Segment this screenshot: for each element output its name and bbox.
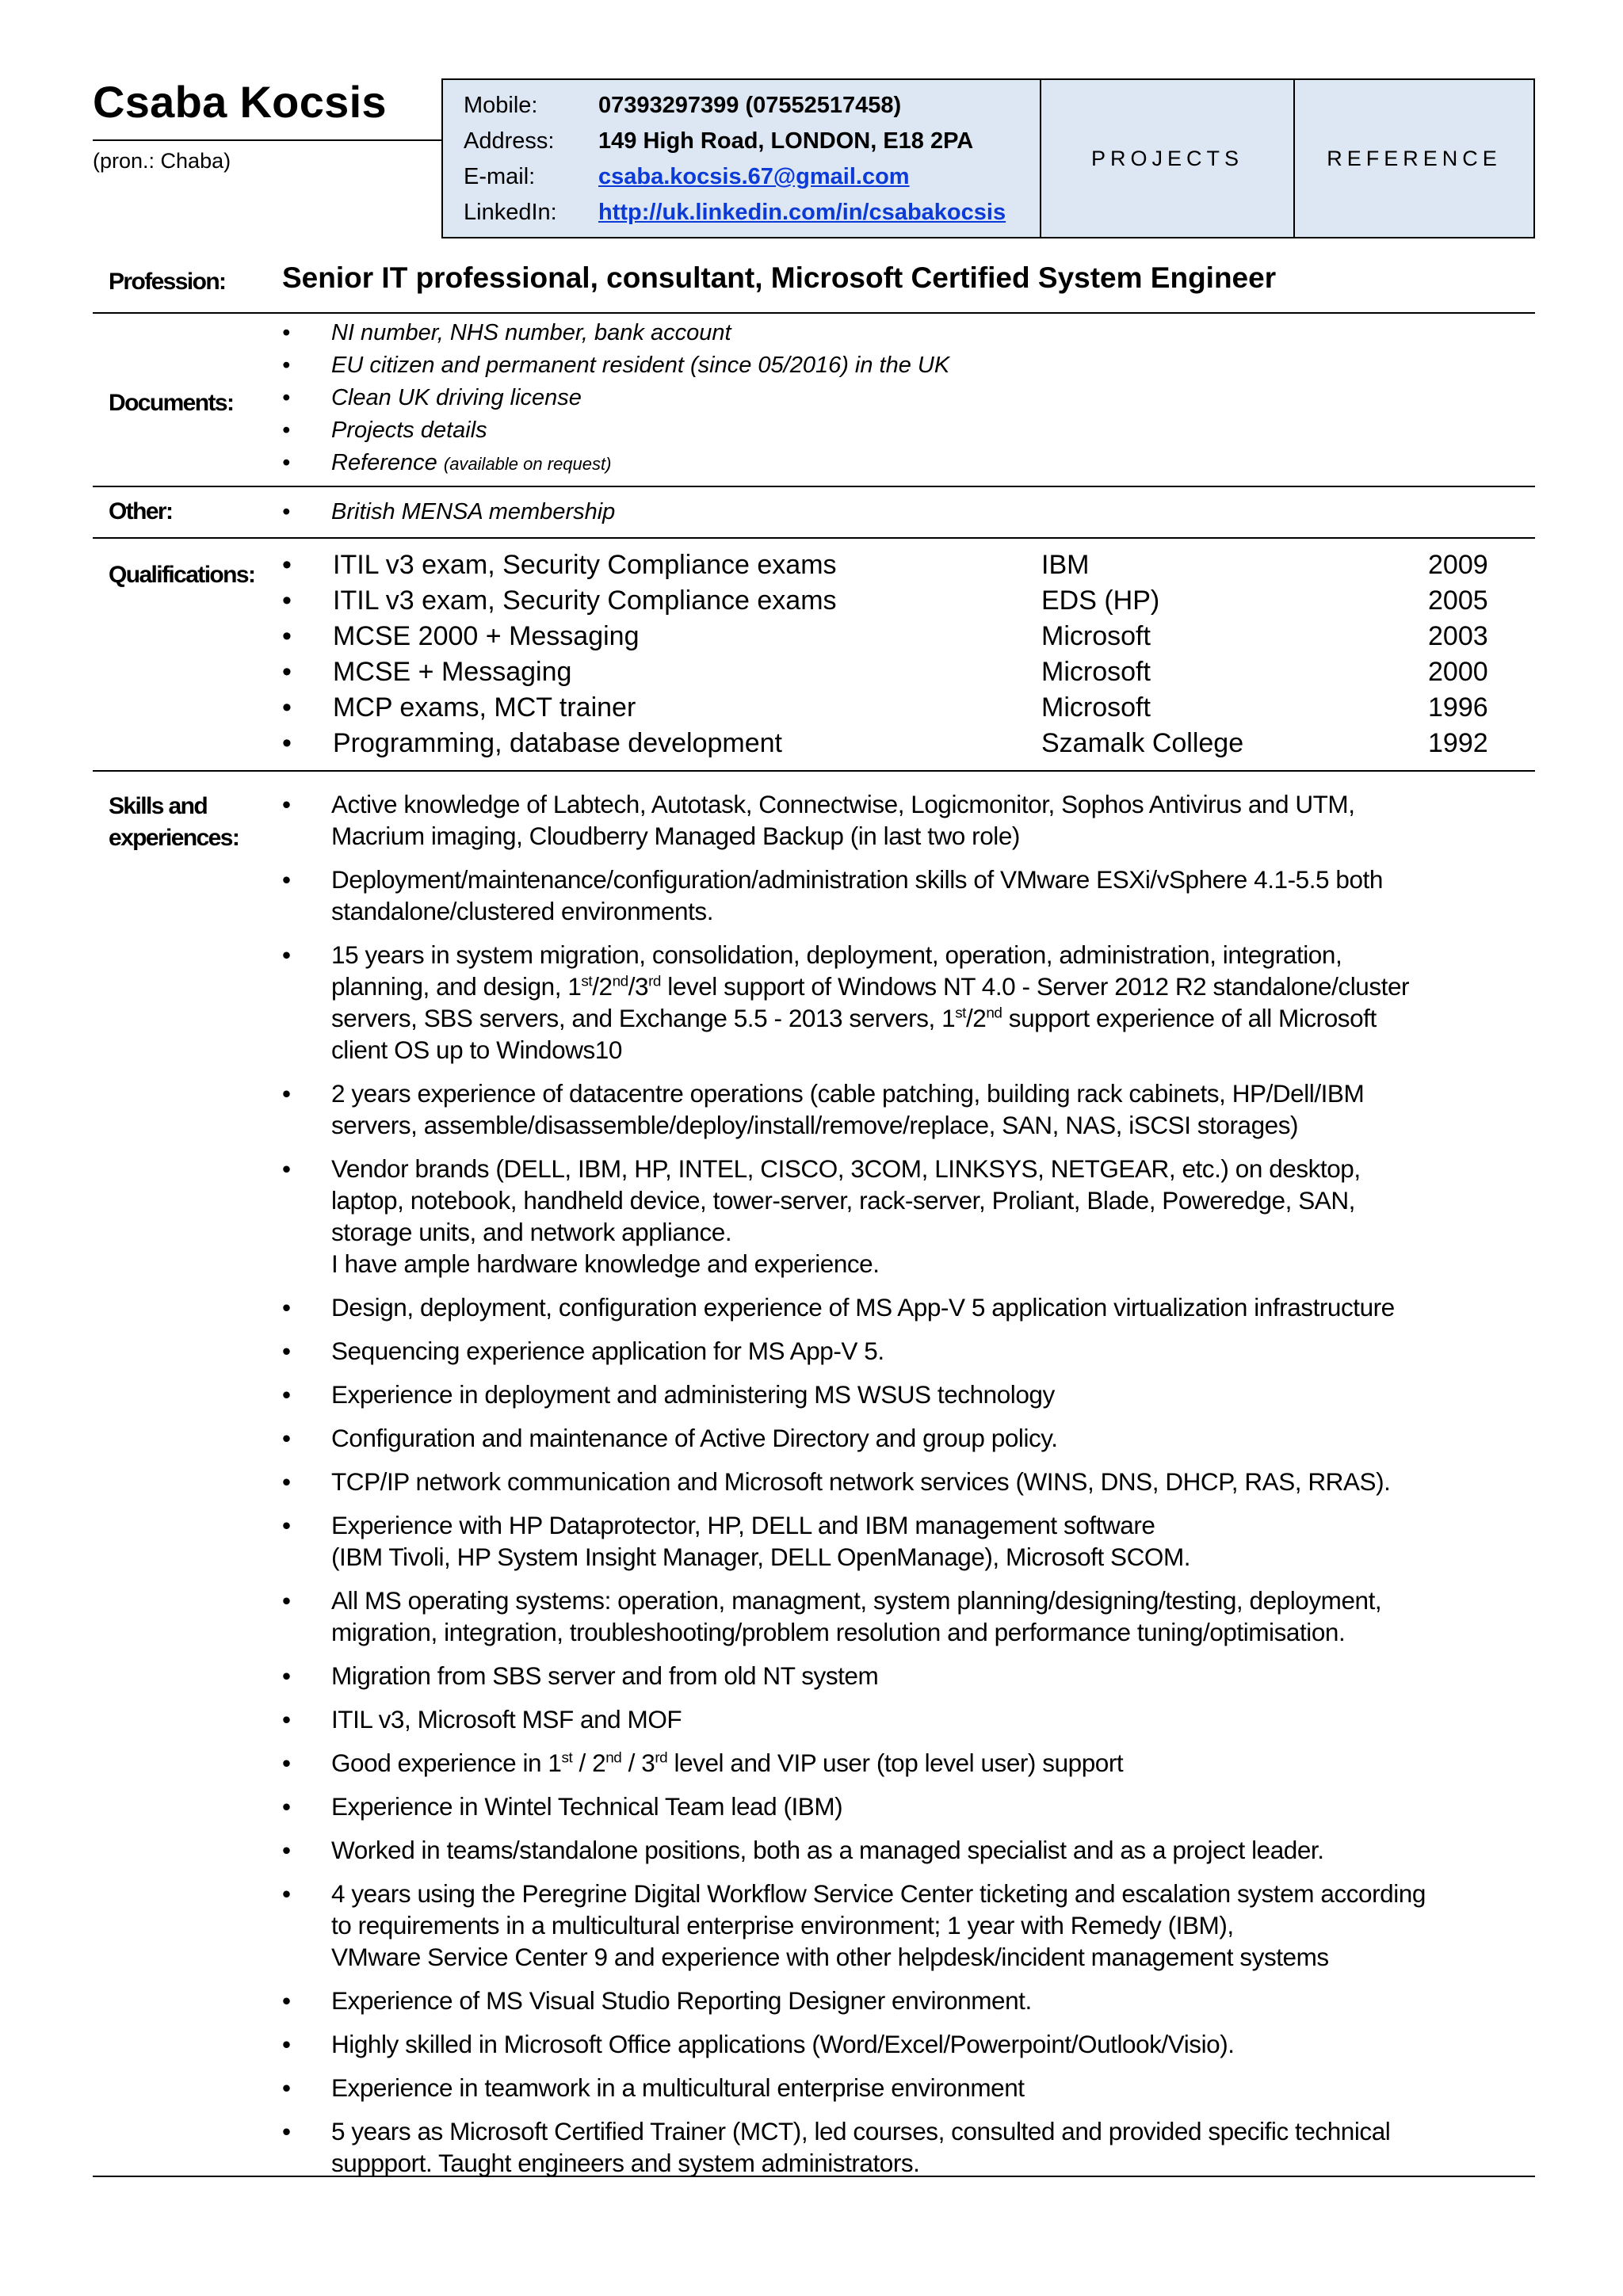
- other-list: [282, 496, 615, 528]
- qualifications-table: [282, 550, 1518, 764]
- list-item: • Experience with HP Dataprotector, HP, DELL and IBM management software (IBM Tivoli, HP System Insight Manager, DELL OpenManage), Microsoft SCOM.: [282, 1509, 1526, 1573]
- qualification-row: [282, 585, 1518, 621]
- skills-list: [282, 788, 1526, 2191]
- section-divider: [93, 537, 1535, 539]
- list-item: • 4 years using the Peregrine Digital Workflow Service Center ticketing and escalation system according to requirements in a multicultural enterprise environment; 1 year with Remedy (IBM), VMware Service Center 9 and experience with other helpdesk/incident management systems: [282, 1878, 1526, 1973]
- list-item: • Sequencing experience application for MS App-V 5.: [282, 1335, 1526, 1367]
- profession-title: Senior IT professional, consultant, Microsoft Certified System Engineer: [282, 261, 1277, 294]
- projects-link[interactable]: PROJECTS: [1041, 80, 1295, 237]
- list-item: • NI number, NHS number, bank account: [282, 317, 949, 349]
- qualification-name: MCSE 2000 + Messaging: [333, 621, 640, 651]
- bullet: •: [282, 585, 292, 616]
- address-value: 149 High Road, LONDON, E18 2PA: [598, 128, 974, 154]
- qualification-org: Microsoft: [1041, 621, 1151, 651]
- list-item: • All MS operating systems: operation, managment, system planning/designing/testing, deployment, migration, integration, troubleshooting/problem resolution and performance tuning/optimisation.: [282, 1585, 1526, 1648]
- list-item: • Active knowledge of Labtech, Autotask, Connectwise, Logicmonitor, Sophos Antivirus and UTM, Macrium imaging, Cloudberry Managed Backup (in last two role): [282, 788, 1526, 852]
- list-item: • 5 years as Microsoft Certified Trainer (MCT), led courses, consulted and provided specific technical suppport. Taught engineers and system administrators.: [282, 2115, 1526, 2179]
- bullet: •: [282, 550, 292, 580]
- list-item: • Experience in deployment and administering MS WSUS technology: [282, 1379, 1526, 1410]
- reference-link[interactable]: REFERENCE: [1295, 80, 1533, 237]
- qualifications-label: Qualifications:: [109, 562, 255, 588]
- qualification-org: IBM: [1041, 550, 1090, 580]
- list-item: • Experience in Wintel Technical Team lead (IBM): [282, 1791, 1526, 1822]
- contact-box: [441, 78, 1535, 238]
- documents-label: Documents:: [109, 390, 234, 416]
- list-item: [282, 447, 949, 480]
- list-item: • British MENSA membership: [282, 496, 615, 528]
- pronunciation-note: (pron.: Chaba): [93, 149, 231, 173]
- bullet: •: [282, 692, 292, 723]
- mobile-value: 07393297399 (07552517458): [598, 93, 902, 118]
- section-divider: [93, 2176, 1535, 2177]
- list-item: • 15 years in system migration, consolidation, deployment, operation, administration, integration, planning, and design, 1st/2nd/3rd level support of Windows NT 4.0 - Server 2012 R2 standalone/cluster servers, SBS servers, and Exchange 5.5 - 2013 servers, 1st/2nd support experience of all Microsoft client OS up to Windows10: [282, 939, 1526, 1066]
- qualification-name: MCP exams, MCT trainer: [333, 692, 636, 723]
- qualification-name: MCSE + Messaging: [333, 657, 572, 687]
- list-item: • EU citizen and permanent resident (since 05/2016) in the UK: [282, 349, 949, 382]
- qualification-year: 2009: [1428, 550, 1488, 580]
- qualification-row: [282, 550, 1518, 585]
- section-divider: [93, 486, 1535, 487]
- mobile-label: Mobile:: [464, 93, 538, 118]
- candidate-name: Csaba Kocsis: [93, 77, 387, 127]
- bullet: •: [282, 657, 292, 687]
- linkedin-label: LinkedIn:: [464, 200, 557, 225]
- section-divider: [93, 312, 1535, 314]
- list-item: • Migration from SBS server and from old NT system: [282, 1660, 1526, 1691]
- qualification-year: 2000: [1428, 657, 1488, 687]
- list-item: • 2 years experience of datacentre operations (cable patching, building rack cabinets, HP/Dell/IBM servers, assemble/disassemble/deploy/install/remove/replace, SAN, NAS, iSCSI storages): [282, 1077, 1526, 1141]
- list-item: • Configuration and maintenance of Active Directory and group policy.: [282, 1422, 1526, 1454]
- list-item: • Clean UK driving license: [282, 382, 949, 414]
- list-item: • Vendor brands (DELL, IBM, HP, INTEL, CISCO, 3COM, LINKSYS, NETGEAR, etc.) on desktop, laptop, notebook, handheld device, tower-server, rack-server, Proliant, Blade, Poweredge, SAN, storage units, and network appliance. I have ample hardware knowledge and experience.: [282, 1153, 1526, 1280]
- qualification-year: 2003: [1428, 621, 1488, 651]
- qualification-org: Szamalk College: [1041, 728, 1244, 758]
- qualification-year: 2005: [1428, 585, 1488, 616]
- linkedin-link[interactable]: http://uk.linkedin.com/in/csabakocsis: [598, 200, 1006, 225]
- list-item: • Design, deployment, configuration experience of MS App-V 5 application virtualization infrastructure: [282, 1291, 1526, 1323]
- contact-info-cell: [443, 80, 1041, 237]
- qualification-row: [282, 692, 1518, 728]
- list-item: • Worked in teams/standalone positions, both as a managed specialist and as a project leader.: [282, 1834, 1526, 1866]
- list-item: • Highly skilled in Microsoft Office applications (Word/Excel/Powerpoint/Outlook/Visio).: [282, 2028, 1526, 2060]
- email-label: E-mail:: [464, 164, 536, 189]
- qualification-org: EDS (HP): [1041, 585, 1160, 616]
- qualification-row: [282, 728, 1518, 764]
- profession-label: Profession:: [109, 269, 226, 295]
- bullet: •: [282, 621, 292, 651]
- reference-item: Reference: [331, 450, 437, 475]
- bullet: •: [282, 728, 292, 758]
- qualification-year: 1992: [1428, 728, 1488, 758]
- skills-label: [109, 791, 239, 854]
- list-item: • TCP/IP network communication and Microsoft network services (WINS, DNS, DHCP, RAS, RRAS).: [282, 1466, 1526, 1497]
- other-label: Other:: [109, 498, 173, 524]
- list-item: • Deployment/maintenance/configuration/administration skills of VMware ESXi/vSphere 4.1-5.5 both standalone/clustered environments.: [282, 864, 1526, 927]
- qualification-org: Microsoft: [1041, 657, 1151, 687]
- documents-list: [282, 317, 949, 480]
- qualification-name: ITIL v3 exam, Security Compliance exams: [333, 550, 837, 580]
- qualification-row: [282, 657, 1518, 692]
- qualification-name: Programming, database development: [333, 728, 782, 758]
- list-item: • Experience in teamwork in a multicultural enterprise environment: [282, 2072, 1526, 2103]
- qualification-row: [282, 621, 1518, 657]
- qualification-name: ITIL v3 exam, Security Compliance exams: [333, 585, 837, 616]
- list-item: • Good experience in 1st / 2nd / 3rd level and VIP user (top level user) support: [282, 1747, 1526, 1779]
- list-item: • Projects details: [282, 414, 949, 447]
- list-item: • Experience of MS Visual Studio Reporting Designer environment.: [282, 1985, 1526, 2016]
- qualification-year: 1996: [1428, 692, 1488, 723]
- skills-label-line: experiences:: [109, 825, 239, 851]
- section-divider: [93, 770, 1535, 772]
- list-item: • ITIL v3, Microsoft MSF and MOF: [282, 1703, 1526, 1735]
- qualification-org: Microsoft: [1041, 692, 1151, 723]
- address-label: Address:: [464, 128, 555, 154]
- email-link[interactable]: csaba.kocsis.67@gmail.com: [598, 164, 910, 189]
- name-underline: [93, 139, 493, 141]
- reference-note: (available on request): [443, 454, 612, 474]
- skills-label-line: Skills and: [109, 793, 208, 819]
